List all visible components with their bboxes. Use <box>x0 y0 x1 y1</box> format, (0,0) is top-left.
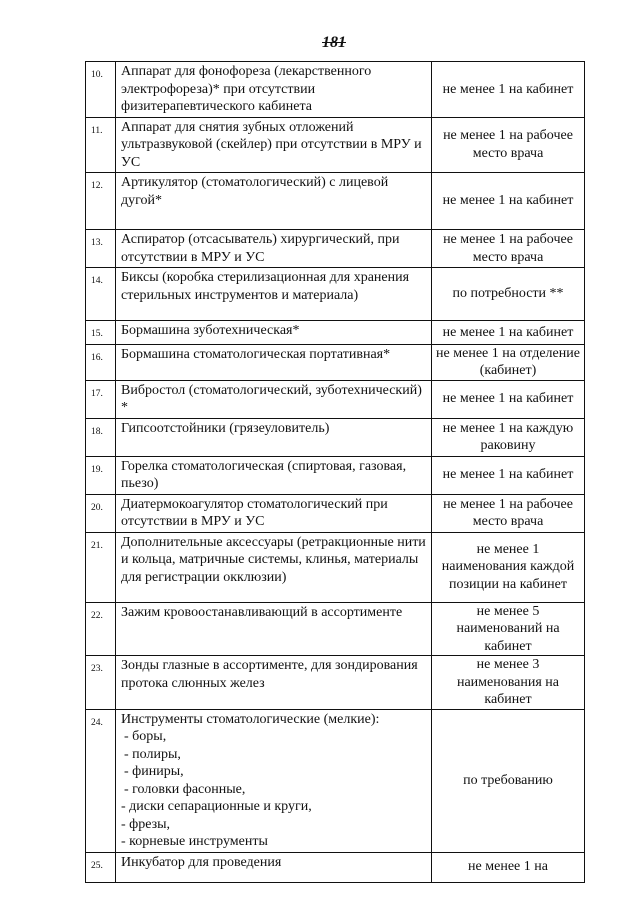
table-row <box>86 230 585 268</box>
equipment-norm: не менее 1 на рабочее место врача <box>432 117 585 173</box>
equipment-name: Дополнительные аксессуары (ретракционные нити и кольца, матричные системы, клинья, материалы для регистрации окклюзии) <box>116 532 432 602</box>
row-number: 25. <box>86 852 116 882</box>
row-number: 24. <box>86 709 116 852</box>
table-row <box>86 344 585 380</box>
equipment-name: Гипсоотстойники (грязеуловитель) <box>116 418 432 456</box>
equipment-norm: не менее 1 на кабинет <box>432 456 585 494</box>
equipment-name: Аспиратор (отсасыватель) хирургический, при отсутствии в МРУ и УС <box>116 230 432 268</box>
row-number: 13. <box>86 230 116 268</box>
equipment-name: Диатермокоагулятор стоматологический при отсутствии в МРУ и УС <box>116 494 432 532</box>
equipment-name: Аппарат для снятия зубных отложений ультразвуковой (скейлер) при отсутствии в МРУ и УС <box>116 117 432 173</box>
table-row <box>86 602 585 656</box>
row-number: 12. <box>86 173 116 230</box>
equipment-norm: не менее 1 на кабинет <box>432 62 585 118</box>
row-number: 16. <box>86 344 116 380</box>
row-number: 18. <box>86 418 116 456</box>
table-row <box>86 173 585 230</box>
row-number: 14. <box>86 268 116 321</box>
equipment-name: Биксы (коробка стерилизационная для хранения стерильных инструментов и материала) <box>116 268 432 321</box>
equipment-name: Бормашина стоматологическая портативная* <box>116 344 432 380</box>
equipment-norm: не менее 1 на рабочее место врача <box>432 230 585 268</box>
sub-item-separating-discs: - диски сепарационные и круги, <box>121 799 312 814</box>
sub-item-finishers: - финиры, <box>124 764 184 779</box>
table-row <box>86 321 585 345</box>
row-number: 21. <box>86 532 116 602</box>
equipment-norm: не менее 1 на кабинет <box>432 173 585 230</box>
table-row <box>86 456 585 494</box>
equipment-norm: не менее 1 на кабинет <box>432 321 585 345</box>
equipment-norm: не менее 1 на кабинет <box>432 380 585 418</box>
equipment-norm: не менее 3 наименования на кабинет <box>432 656 585 710</box>
row-number: 11. <box>86 117 116 173</box>
equipment-norm: по требованию <box>432 709 585 852</box>
sub-item-cutters: - фрезы, <box>121 816 171 832</box>
equipment-name: Артикулятор (стоматологический) с лицевой дугой* <box>116 173 432 230</box>
equipment-name: Зонды глазные в ассортименте, для зондирования протока слюнных желез <box>116 656 432 710</box>
equipment-norm: не менее 1 на каждую раковину <box>432 418 585 456</box>
table-row <box>86 494 585 532</box>
row-number: 10. <box>86 62 116 118</box>
equipment-name-heading: Инструменты стоматологические (мелкие): <box>121 711 380 727</box>
table-row <box>86 656 585 710</box>
table-row <box>86 852 585 882</box>
page-number: 181 <box>322 34 346 51</box>
table-row <box>86 418 585 456</box>
equipment-name: Зажим кровоостанавливающий в ассортименте <box>116 602 432 656</box>
equipment-name: Вибростол (стоматологический, зуботехнический) * <box>116 380 432 418</box>
row-number: 23. <box>86 656 116 710</box>
table-row <box>86 62 585 118</box>
row-number: 22. <box>86 602 116 656</box>
equipment-norm: не менее 1 на отделение (кабинет) <box>432 344 585 380</box>
equipment-norm: не менее 1 наименования каждой позиции на кабинет <box>432 532 585 602</box>
row-number: 15. <box>86 321 116 345</box>
equipment-name: Аппарат для фонофореза (лекарственного электрофореза)* при отсутствии физитерапевтического кабинета <box>116 62 432 118</box>
equipment-norm: не менее 5 наименований на кабинет <box>432 602 585 656</box>
sub-item-polishers: - полиры, <box>124 746 181 762</box>
equipment-name: Горелка стоматологическая (спиртовая, газовая, пьезо) <box>116 456 432 494</box>
equipment-norm: не менее 1 на <box>432 852 585 882</box>
row-number: 19. <box>86 456 116 494</box>
equipment-name: Бормашина зуботехническая* <box>116 321 432 345</box>
row-number: 20. <box>86 494 116 532</box>
table-row <box>86 709 585 852</box>
table-row <box>86 117 585 173</box>
sub-item-burs: - боры, <box>124 729 167 744</box>
table-row <box>86 268 585 321</box>
sub-item-shaped-heads: - головки фасонные, <box>124 781 246 797</box>
table-row <box>86 532 585 602</box>
equipment-norm: по потребности ** <box>432 268 585 321</box>
row-number: 17. <box>86 380 116 418</box>
equipment-name: Инкубатор для проведения <box>116 852 432 882</box>
equipment-table <box>85 61 585 883</box>
equipment-norm: не менее 1 на рабочее место врача <box>432 494 585 532</box>
table-row <box>86 380 585 418</box>
sub-item-root-instruments: - корневые инструменты <box>121 834 268 849</box>
equipment-name <box>116 709 432 852</box>
